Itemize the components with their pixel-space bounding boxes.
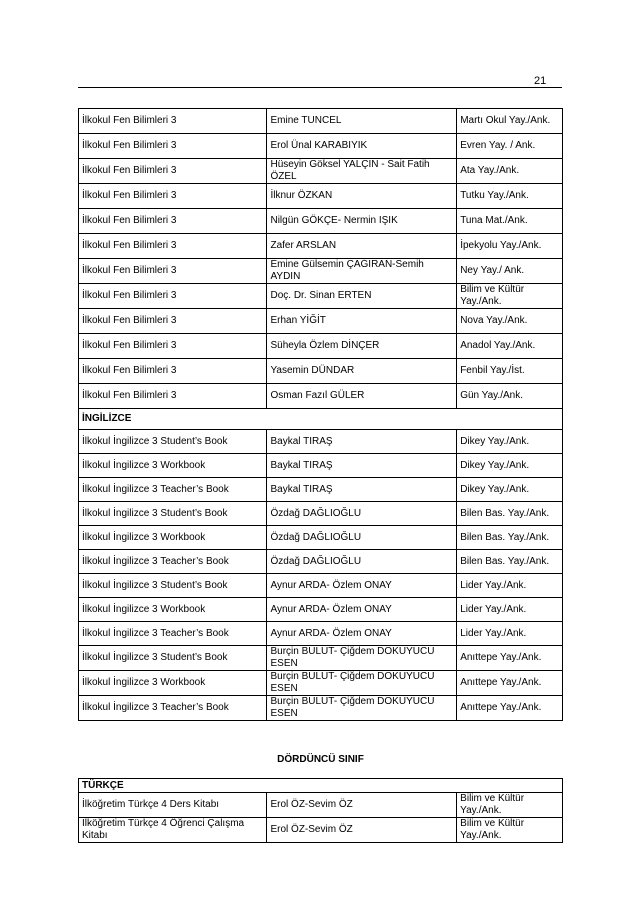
author-cell: Baykal TIRAŞ [267,430,457,454]
table-row [79,478,563,502]
book-title-cell: İlkokul Fen Bilimleri 3 [79,234,267,259]
table-row [79,109,563,134]
author-cell: Hüseyin Göksel YALÇIN - Sait Fatih ÖZEL [267,159,457,184]
publisher-cell: Lider Yay./Ank. [457,598,563,622]
author-cell: Baykal TIRAŞ [267,454,457,478]
table-row [79,134,563,159]
publisher-cell: Dikey Yay./Ank. [457,478,563,502]
author-cell: Erol ÖZ-Sevim ÖZ [267,818,457,843]
table-row [79,259,563,284]
publisher-cell: Gün Yay./Ank. [457,384,563,409]
author-cell: Burçin BULUT- Çiğdem DOKUYUCU ESEN [267,671,457,696]
book-title-cell: İlkokul İngilizce 3 Student’s Book [79,502,267,526]
author-cell: Özdağ DAĞLIOĞLU [267,550,457,574]
table-row [79,209,563,234]
ingilizce-section [79,409,563,430]
book-title-cell: İlkokul Fen Bilimleri 3 [79,284,267,309]
publisher-cell: Evren Yay. / Ank. [457,134,563,159]
turkce-table [78,778,563,843]
turkce-rows [79,793,563,843]
author-cell: Baykal TIRAŞ [267,478,457,502]
book-title-cell: İlkokul İngilizce 3 Teacher’s Book [79,622,267,646]
book-title-cell: İlkokul Fen Bilimleri 3 [79,159,267,184]
section-title-turkce: TÜRKÇE [79,779,563,793]
author-cell: Özdağ DAĞLIOĞLU [267,502,457,526]
author-cell: Aynur ARDA- Özlem ONAY [267,598,457,622]
publisher-cell: Bilen Bas. Yay./Ank. [457,502,563,526]
table-row [79,598,563,622]
publisher-cell: Dikey Yay./Ank. [457,454,563,478]
table-row [79,454,563,478]
publisher-cell: Bilim ve Kültür Yay./Ank. [457,284,563,309]
book-title-cell: İlkokul Fen Bilimleri 3 [79,309,267,334]
publisher-cell: Bilen Bas. Yay./Ank. [457,526,563,550]
table-row [79,671,563,696]
author-cell: Emine Gülsemin ÇAĞIRAN-Semih AYDIN [267,259,457,284]
publisher-cell: Anadol Yay./Ank. [457,334,563,359]
table-row [79,502,563,526]
publisher-cell: Bilen Bas. Yay./Ank. [457,550,563,574]
publisher-cell: Anıttepe Yay./Ank. [457,671,563,696]
table-row [79,818,563,843]
author-cell: Özdağ DAĞLIOĞLU [267,526,457,550]
book-title-cell: İlkokul Fen Bilimleri 3 [79,359,267,384]
book-title-cell: İlkokul İngilizce 3 Workbook [79,454,267,478]
book-title-cell: İlkokul Fen Bilimleri 3 [79,384,267,409]
book-title-cell: İlkokul Fen Bilimleri 3 [79,259,267,284]
book-title-cell: İlkokul İngilizce 3 Teacher’s Book [79,696,267,721]
table-row [79,574,563,598]
author-cell: Yasemin DÜNDAR [267,359,457,384]
publisher-cell: Bilim ve Kültür Yay./Ank. [457,793,563,818]
author-cell: Doç. Dr. Sinan ERTEN [267,284,457,309]
publisher-cell: Dikey Yay./Ank. [457,430,563,454]
book-title-cell: İlkokul İngilizce 3 Workbook [79,526,267,550]
book-title-cell: İlkokul Fen Bilimleri 3 [79,184,267,209]
publisher-cell: Lider Yay./Ank. [457,622,563,646]
book-title-cell: İlkokul İngilizce 3 Student’s Book [79,574,267,598]
book-title-cell: İlkokul İngilizce 3 Teacher’s Book [79,478,267,502]
book-title-cell: İlkokul İngilizce 3 Workbook [79,671,267,696]
section-header-row [79,779,563,793]
book-title-cell: İlkokul İngilizce 3 Student’s Book [79,646,267,671]
author-cell: Erol Ünal KARABIYIK [267,134,457,159]
table-row [79,622,563,646]
fen-section [79,109,563,409]
table-row [79,646,563,671]
book-title-cell: İlkokul Fen Bilimleri 3 [79,209,267,234]
author-cell: Aynur ARDA- Özlem ONAY [267,574,457,598]
ingilizce-rows [79,430,563,721]
table-row [79,526,563,550]
publisher-cell: Ney Yay./ Ank. [457,259,563,284]
book-title-cell: İlkokul Fen Bilimleri 3 [79,134,267,159]
publisher-cell: Anıttepe Yay./Ank. [457,646,563,671]
publisher-cell: Anıttepe Yay./Ank. [457,696,563,721]
table-row [79,234,563,259]
book-title-cell: İlkokul İngilizce 3 Student’s Book [79,430,267,454]
table-row [79,184,563,209]
page-number: 21 [534,75,547,87]
author-cell: Zafer ARSLAN [267,234,457,259]
author-cell: Nilgün GÖKÇE- Nermin IŞIK [267,209,457,234]
book-title-cell: İlkokul İngilizce 3 Workbook [79,598,267,622]
publisher-cell: Martı Okul Yay./Ank. [457,109,563,134]
section-header-row [79,409,563,430]
publisher-cell: Tutku Yay./Ank. [457,184,563,209]
author-cell: Emine TUNCEL [267,109,457,134]
author-cell: Aynur ARDA- Özlem ONAY [267,622,457,646]
table-row [79,334,563,359]
textbook-table [78,108,563,721]
table-row [79,359,563,384]
book-title-cell: İlköğretim Türkçe 4 Öğrenci Çalışma Kitabı [79,818,267,843]
table-row [79,309,563,334]
table-row [79,793,563,818]
table-row [79,696,563,721]
book-title-cell: İlkokul Fen Bilimleri 3 [79,334,267,359]
publisher-cell: Nova Yay./Ank. [457,309,563,334]
book-title-cell: İlkokul İngilizce 3 Teacher’s Book [79,550,267,574]
publisher-cell: İpekyolu Yay./Ank. [457,234,563,259]
header-rule [78,87,562,88]
grade-caption: DÖRDÜNCÜ SINIF [277,754,364,765]
author-cell: Osman Fazıl GÜLER [267,384,457,409]
author-cell: Burçin BULUT- Çiğdem DOKUYUCU ESEN [267,646,457,671]
author-cell: Süheyla Özlem DİNÇER [267,334,457,359]
publisher-cell: Fenbil Yay./İst. [457,359,563,384]
table-row [79,550,563,574]
table-row [79,159,563,184]
author-cell: Erol ÖZ-Sevim ÖZ [267,793,457,818]
table-row [79,384,563,409]
publisher-cell: Bilim ve Kültür Yay./Ank. [457,818,563,843]
author-cell: Erhan YİĞİT [267,309,457,334]
table-row [79,284,563,309]
publisher-cell: Lider Yay./Ank. [457,574,563,598]
author-cell: İlknur ÖZKAN [267,184,457,209]
book-title-cell: İlköğretim Türkçe 4 Ders Kitabı [79,793,267,818]
publisher-cell: Tuna Mat./Ank. [457,209,563,234]
publisher-cell: Ata Yay./Ank. [457,159,563,184]
author-cell: Burçin BULUT- Çiğdem DOKUYUCU ESEN [267,696,457,721]
book-title-cell: İlkokul Fen Bilimleri 3 [79,109,267,134]
section-title-ingilizce: İNGİLİZCE [79,409,563,430]
table-row [79,430,563,454]
